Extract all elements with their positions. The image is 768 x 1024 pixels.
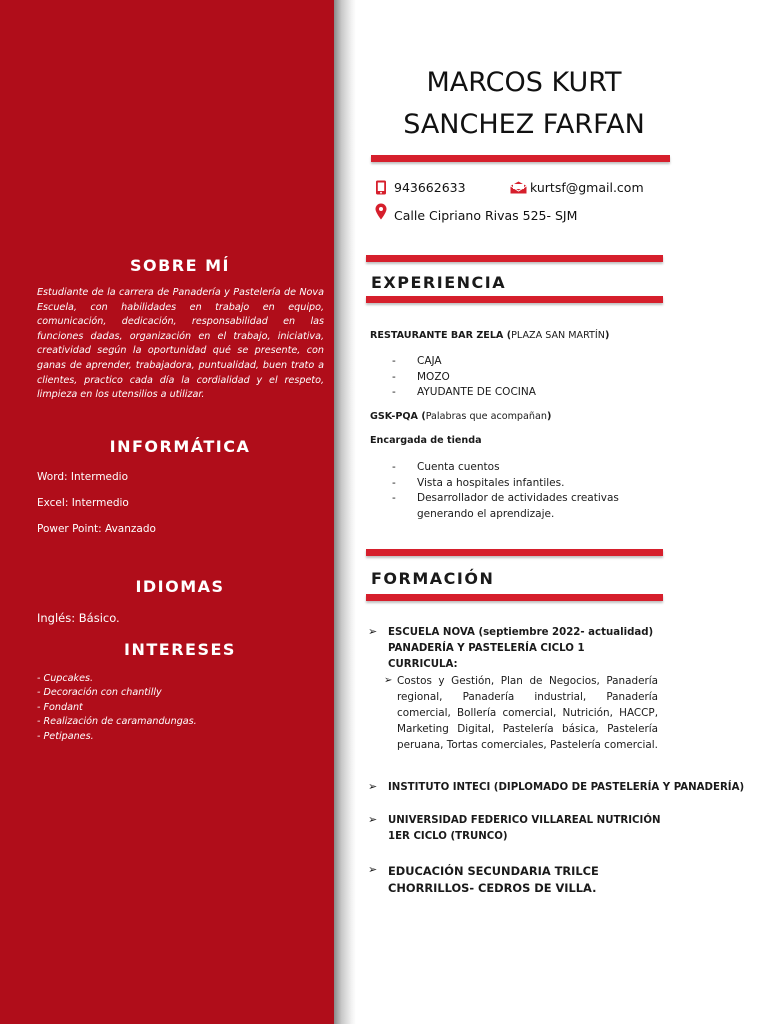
dash-marker: - [392, 492, 396, 504]
interests-list [37, 672, 197, 744]
duty-text: MOZO [417, 370, 450, 383]
education-item [368, 863, 599, 897]
education-line: INSTITUTO INTECI (DIPLOMADO DE PASTELERÍA Y PANADERÍA) [388, 782, 745, 793]
education-item [368, 780, 744, 796]
education-bottom-rule [366, 594, 663, 601]
job-2-company: GSK-PQA ( [370, 411, 426, 422]
job-2-paren: ) [546, 411, 552, 422]
dash-marker: - [392, 461, 396, 473]
it-skill-powerpoint: Power Point: Avanzado [37, 523, 156, 535]
job-2-duties [392, 460, 662, 522]
job-1-paren: ) [604, 330, 610, 341]
job-2-description: Palabras que acompañan [425, 411, 547, 422]
education-line: EDUCACIÓN SECUNDARIA TRILCE [388, 864, 599, 878]
interest-item: - Decoración con chantilly [37, 687, 162, 699]
arrow-bullet-icon: ➢ [368, 780, 378, 793]
it-skill-word: Word: Intermedio [37, 471, 129, 483]
education-line: PANADERÍA Y PASTELERÍA CICLO 1 [388, 643, 585, 654]
duty-text: CAJA [417, 355, 442, 367]
phone-icon [375, 180, 387, 195]
name-line-1: MARCOS KURT [426, 67, 622, 98]
list-item [392, 460, 662, 476]
dash-marker: - [392, 370, 396, 383]
list-item [392, 385, 536, 401]
arrow-bullet-icon: ➢ [368, 625, 378, 638]
curricula-text: Costos y Gestión, Plan de Negocios, Panadería regional, Panadería industrial, Panadería comercial, Bollería comercial, Nutrición, HACCP, Marketing Digital, Pastelería básica, Pastelería peruana, Tortas comerciales, Pastelería comercial. [397, 675, 658, 751]
name-divider [371, 155, 670, 162]
dash-marker: - [392, 386, 396, 398]
address: Calle Cipriano Rivas 525- SJM [394, 208, 578, 223]
interests-heading: INTERESES [124, 640, 236, 659]
arrow-bullet-icon: ➢ [384, 675, 393, 686]
arrow-bullet-icon: ➢ [368, 863, 378, 876]
language-english: Inglés: Básico. [37, 611, 120, 625]
interest-item: - Fondant [37, 701, 83, 713]
experience-bottom-rule [366, 296, 663, 303]
dash-marker: - [392, 476, 396, 489]
duty-text: Vista a hospitales infantiles. [417, 476, 565, 489]
interest-item: - Realización de caramandungas. [37, 716, 197, 728]
education-line: ESCUELA NOVA (septiembre 2022- actualidad) [388, 627, 654, 638]
curricula-courses [384, 673, 658, 753]
education-item [368, 625, 653, 673]
job-1-title [370, 330, 609, 341]
job-1-location: PLAZA SAN MARTÍN [511, 330, 605, 341]
interest-item: - Petipanes. [37, 730, 94, 742]
education-top-rule [366, 549, 663, 556]
education-heading: FORMACIÓN [371, 569, 495, 588]
it-heading: INFORMÁTICA [109, 437, 251, 456]
languages-heading: IDIOMAS [135, 577, 225, 596]
job-2-role: Encargada de tienda [370, 435, 482, 446]
name-line-2: SANCHEZ FARFAN [403, 109, 645, 140]
about-heading: SOBRE MÍ [129, 256, 230, 275]
email-address: kurtsf@gmail.com [530, 180, 644, 195]
education-line: 1ER CICLO (TRUNCO) [388, 831, 508, 842]
phone-number: 943662633 [394, 180, 466, 195]
list-item [392, 354, 536, 370]
duty-text: Desarrollador de actividades creativas generando el aprendizaje. [417, 492, 619, 520]
envelope-icon [510, 181, 527, 194]
job-1-company: RESTAURANTE BAR ZELA ( [370, 330, 512, 341]
duty-text: AYUDANTE DE COCINA [417, 386, 536, 398]
dash-marker: - [392, 355, 396, 367]
person-name [374, 62, 674, 146]
location-pin-icon [375, 203, 387, 220]
sidebar-shadow [334, 0, 356, 1024]
about-text: Estudiante de la carrera de Panadería y Pastelería de Nova Escuela, con habilidades en trabajo en equipo, comunicación, dedicación, responsabilidad en las funciones dadas, organización en el trabajo, iniciativa, creatividad según la oportunidad qué se presente, con ganas de aprender, trabajadora, puntualidad, buen trato a clientes, practico cada día la cordialidad y el respeto, limpieza en los utensilios a utilizar. [37, 287, 324, 401]
experience-top-rule [366, 255, 663, 262]
job-1-duties [392, 354, 536, 401]
job-2-title [370, 411, 551, 422]
duty-text: Cuenta cuentos [417, 461, 500, 473]
experience-heading: EXPERIENCIA [371, 273, 507, 292]
education-item [368, 813, 661, 845]
interest-item: - Cupcakes. [37, 673, 94, 684]
list-item [392, 476, 662, 492]
it-skill-excel: Excel: Intermedio [37, 497, 129, 509]
education-line: CURRICULA: [388, 659, 458, 670]
education-line: UNIVERSIDAD FEDERICO VILLAREAL NUTRICIÓN [388, 815, 661, 826]
list-item [392, 491, 662, 522]
education-line: CHORRILLOS- CEDROS DE VILLA. [388, 881, 597, 895]
list-item [392, 370, 536, 386]
sidebar [0, 0, 334, 1024]
arrow-bullet-icon: ➢ [368, 813, 378, 826]
